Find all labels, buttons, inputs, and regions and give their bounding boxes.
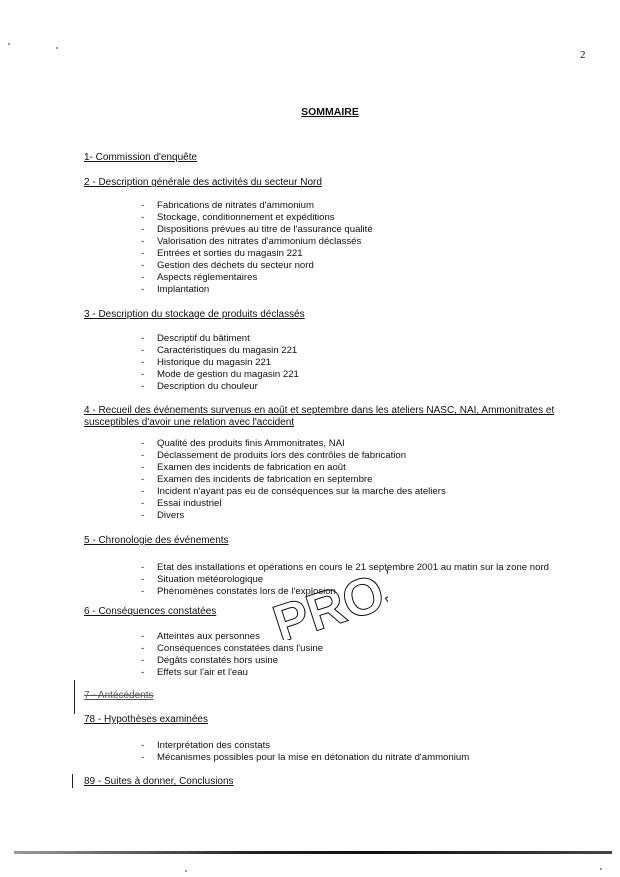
scan-speck [8, 43, 10, 45]
scan-speck [56, 47, 58, 49]
scan-speck [185, 870, 187, 872]
list-item: - Mode de gestion du magasin 221 [141, 369, 299, 381]
list-item: - Fabrications de nitrates d'ammonium [141, 200, 373, 212]
list-item: - Qualité des produits finis Ammonitrates, NAI [141, 438, 446, 450]
list-item: - Essai industriel [141, 498, 446, 510]
section-8-list [141, 740, 469, 764]
list-item: - Description du chouleur [141, 381, 299, 393]
section-6-heading: 6 - Conséquences constatées [84, 606, 217, 617]
list-item: - Effets sur l'air et l'eau [141, 667, 323, 679]
section-5-heading: 5 - Chronologie des événements [84, 535, 229, 546]
list-item: - Mécanismes possibles pour la mise en détonation du nitrate d'ammonium [141, 752, 469, 764]
section-7-heading: 7 - Antécédents [84, 690, 154, 701]
list-item: - Déclassement de produits lors des contrôles de fabrication [141, 450, 446, 462]
list-item: - Dégâts constatés hors usine [141, 655, 323, 667]
stamp-text: PROJET [266, 545, 388, 640]
list-item: - Valorisation des nitrates d'ammonium déclassés [141, 236, 373, 248]
list-item: - Interprétation des constats [141, 740, 469, 752]
section-1-heading: 1- Commission d'enquête [84, 152, 198, 163]
section-3-list [141, 333, 299, 393]
page-number: 2 [580, 49, 586, 61]
list-item: - Etat des installations et opérations en cours le 21 septembre 2001 au matin sur la zone nord [141, 562, 549, 574]
list-item: - Divers [141, 510, 446, 522]
list-item: - Conséquences constatées dans l'usine [141, 643, 323, 655]
list-item: - Phénomènes constatés lors de l'explosion [141, 586, 549, 598]
list-item: - Stockage, conditionnement et expéditions [141, 212, 373, 224]
list-item: - Incident n'ayant pas eu de conséquences sur la marche des ateliers [141, 486, 446, 498]
section-2-heading: 2 - Description générale des activités du secteur Nord [84, 177, 322, 188]
section-3-heading: 3 - Description du stockage de produits déclassés [84, 309, 305, 320]
list-item: - Situation météorologique [141, 574, 549, 586]
section-8-heading: 78 - Hypothèses examinées [84, 714, 208, 725]
projet-stamp [258, 545, 388, 645]
list-item: - Dispositions prévues au titre de l'assurance qualité [141, 224, 373, 236]
list-item: - Aspects réglementaires [141, 272, 373, 284]
list-item: - Atteintes aux personnes [141, 631, 323, 643]
section-9-heading: 89 - Suites à donner, Conclusions [84, 776, 234, 787]
list-item: - Entrées et sorties du magasin 221 [141, 248, 373, 260]
scan-edge-line [14, 851, 612, 854]
list-item: - Examen des incidents de fabrication en septembre [141, 474, 446, 486]
revision-bar [72, 774, 73, 788]
list-item: - Historique du magasin 221 [141, 357, 299, 369]
scan-speck [600, 868, 602, 870]
list-item: - Implantation [141, 284, 373, 296]
page-title: SOMMAIRE [301, 106, 359, 118]
list-item: - Examen des incidents de fabrication en août [141, 462, 446, 474]
list-item: - Gestion des déchets du secteur nord [141, 260, 373, 272]
section-4-heading: 4 - Recueil des événements survenus en août et septembre dans les ateliers NASC, NAI, Ammonitrates et susceptibles d'avoir une relation avec l'accident [84, 405, 555, 428]
section-2-list [141, 200, 373, 296]
revision-bar [74, 680, 75, 714]
section-4-list [141, 438, 446, 522]
list-item: - Descriptif du bâtiment [141, 333, 299, 345]
list-item: - Caractéristiques du magasin 221 [141, 345, 299, 357]
